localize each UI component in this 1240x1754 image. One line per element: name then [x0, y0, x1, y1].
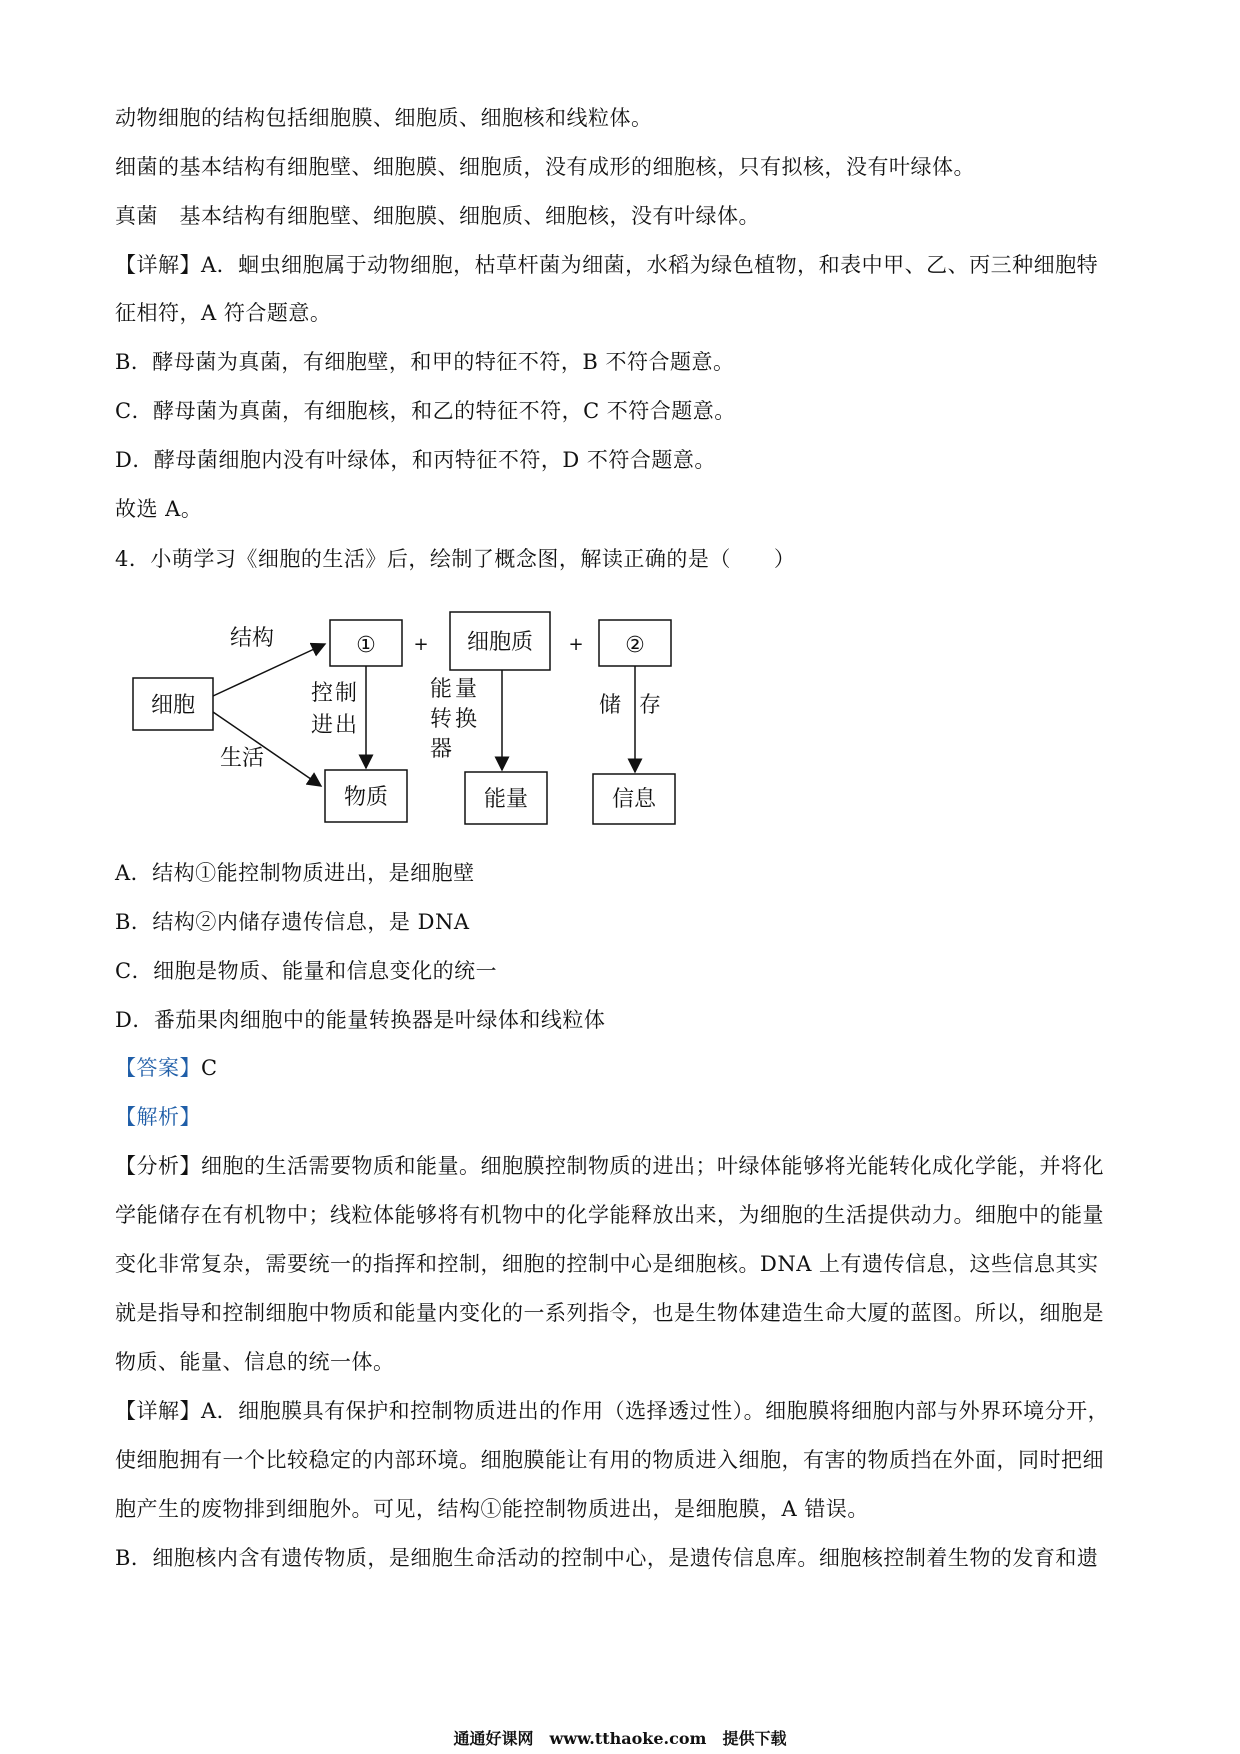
footer-source: 通通好课网 www.tthaoke.com 提供下载	[453, 1729, 787, 1748]
arrow-structure	[213, 644, 325, 696]
question-4: 4．小萌学习《细胞的生活》后，绘制了概念图，解读正确的是（ ）	[115, 547, 796, 571]
text-line: B．细胞核内含有遗传物质，是细胞生命活动的控制中心，是遗传信息库。细胞核控制着生物的发育和遗	[115, 1546, 1099, 1570]
energy-label: 能量	[483, 787, 529, 812]
text-line: 【分析】细胞的生活需要物质和能量。细胞膜控制物质的进出；叶绿体能够将光能转化成化学能，并将化	[115, 1154, 1104, 1178]
text-line: 胞产生的废物排到细胞外。可见，结构①能控制物质进出，是细胞膜，A 错误。	[115, 1497, 869, 1521]
box-1-label: ①	[356, 633, 376, 658]
option-b: B．结构②内储存遗传信息，是 DNA	[115, 910, 470, 934]
cytoplasm-label: 细胞质	[466, 630, 534, 655]
info-label: 信息	[611, 787, 657, 812]
control-char: 进	[311, 713, 334, 738]
cell-label: 细胞	[150, 693, 196, 718]
energy-char: 器	[430, 737, 453, 762]
concept-diagram	[125, 600, 705, 830]
plus-sign: +	[568, 634, 584, 655]
text-line: 故选 A。	[115, 497, 203, 521]
life-label: 生活	[220, 746, 265, 771]
store-char: 储	[599, 693, 622, 718]
text-line: 【详解】A．细胞膜具有保护和控制物质进出的作用（选择透过性）。细胞膜将细胞内部与外界环境分开，	[115, 1399, 1110, 1423]
text-line: 就是指导和控制细胞中物质和能量内变化的一系列指令，也是生物体建造生命大厦的蓝图。所以，细胞是	[115, 1301, 1104, 1325]
matter-label: 物质	[343, 785, 389, 810]
answer-label: 【答案】	[115, 1056, 201, 1080]
control-char: 出	[335, 713, 358, 738]
analysis-label: 【解析】	[115, 1105, 201, 1129]
text-line: 【详解】A．蛔虫细胞属于动物细胞，枯草杆菌为细菌，水稻为绿色植物，和表中甲、乙、丙三种细胞特	[115, 253, 1099, 277]
answer-line	[115, 1053, 218, 1083]
text-line: 变化非常复杂，需要统一的指挥和控制，细胞的控制中心是细胞核。DNA 上有遗传信息，这些信息其实	[115, 1252, 1099, 1276]
structure-label: 结构	[230, 626, 275, 651]
text-line: 学能储存在有机物中；线粒体能够将有机物中的化学能释放出来，为细胞的生活提供动力。细胞中的能量	[115, 1203, 1104, 1227]
plus-sign: +	[413, 634, 429, 655]
text-line: D．酵母菌细胞内没有叶绿体，和丙特征不符，D 不符合题意。	[115, 448, 716, 472]
text-line: C．酵母菌为真菌，有细胞核，和乙的特征不符，C 不符合题意。	[115, 399, 736, 423]
text-line: 动物细胞的结构包括细胞膜、细胞质、细胞核和线粒体。	[115, 106, 653, 130]
energy-char: 量	[455, 677, 478, 702]
energy-char: 能	[430, 677, 453, 702]
answer-value: C	[201, 1056, 218, 1080]
text-line: 征相符，A 符合题意。	[115, 301, 332, 325]
control-char: 制	[335, 681, 358, 706]
box-2-label: ②	[625, 633, 645, 658]
energy-char: 转	[430, 707, 453, 732]
text-line: B．酵母菌为真菌，有细胞壁，和甲的特征不符，B 不符合题意。	[115, 350, 735, 374]
text-line: 真菌 基本结构有细胞壁、细胞膜、细胞质、细胞核，没有叶绿体。	[115, 204, 760, 228]
text-line: 物质、能量、信息的统一体。	[115, 1350, 395, 1374]
energy-char: 换	[455, 707, 478, 732]
option-a: A．结构①能控制物质进出，是细胞壁	[115, 861, 475, 885]
store-char: 存	[639, 693, 662, 718]
text-line: 细菌的基本结构有细胞壁、细胞膜、细胞质，没有成形的细胞核，只有拟核，没有叶绿体。	[115, 155, 975, 179]
option-c: C．细胞是物质、能量和信息变化的统一	[115, 959, 498, 983]
control-char: 控	[311, 681, 334, 706]
option-d: D．番茄果肉细胞中的能量转换器是叶绿体和线粒体	[115, 1008, 606, 1032]
text-line: 使细胞拥有一个比较稳定的内部环境。细胞膜能让有用的物质进入细胞，有害的物质挡在外面，同时把细	[115, 1448, 1104, 1472]
